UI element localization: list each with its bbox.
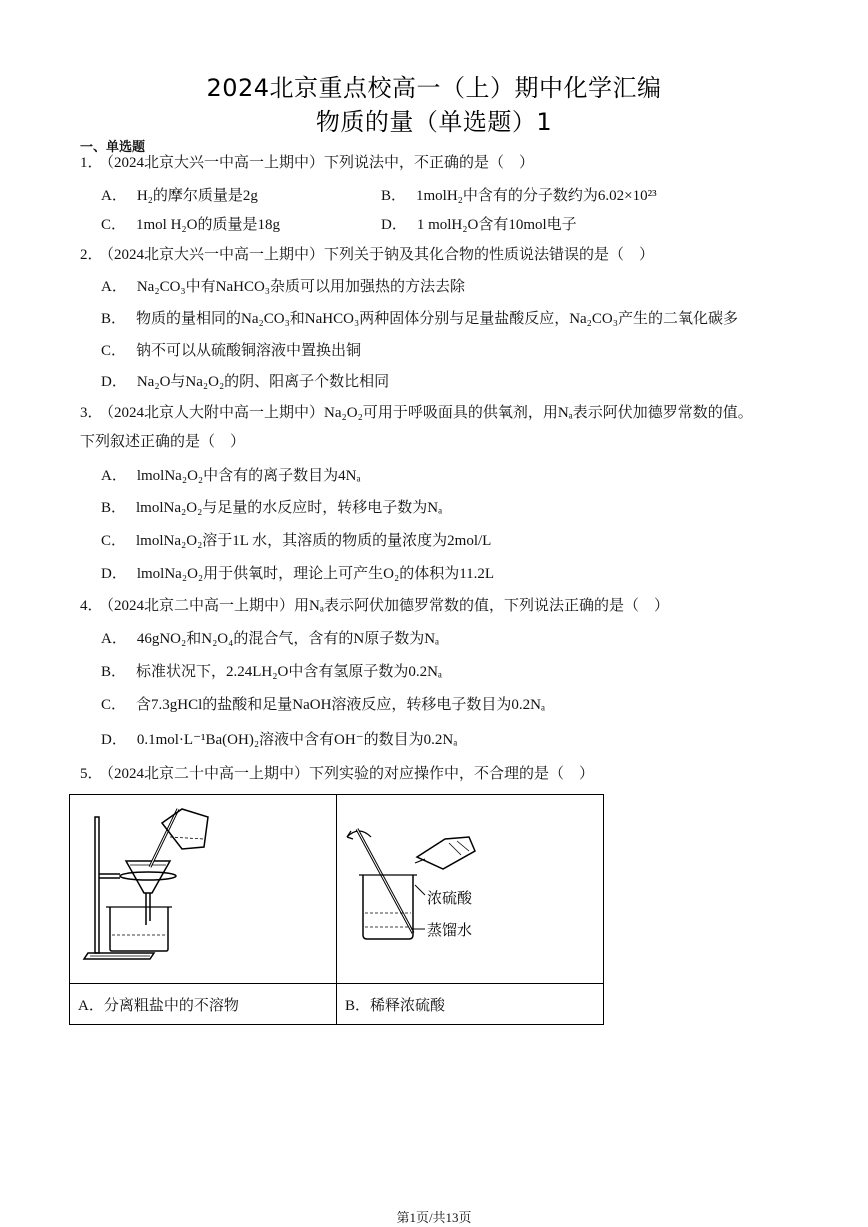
- option-2c: C． 钠不可以从硫酸铜溶液中置换出铜: [101, 343, 362, 359]
- question-1: [80, 152, 810, 174]
- question-source: （2024北京二十中高一上期中）: [106, 766, 310, 782]
- question-number: 5．: [80, 766, 103, 782]
- question-5: [80, 763, 810, 785]
- option-1b: B． 1molH₂中含有的分子数约为6.02×10²³: [381, 188, 657, 204]
- option-2d: D． Na₂O与Na₂O₂的阴、阳离子个数比相同: [101, 374, 390, 390]
- question-2: [80, 244, 810, 266]
- option-4b: B． 标准状况下，2.24LH₂O中含有氢原子数为0.2Nₐ: [101, 664, 443, 680]
- option-1a: A． H₂的摩尔质量是2g: [101, 188, 258, 204]
- question-4: [80, 595, 810, 617]
- question-number: 1．: [80, 155, 103, 171]
- option-4a: A． 46gNO₂和N₂O₄的混合气，含有的N原子数为Nₐ: [101, 631, 440, 647]
- question-source: （2024北京大兴一中高一上期中）: [106, 247, 325, 263]
- document-title: 2024北京重点校高一（上）期中化学汇编: [206, 74, 662, 102]
- question-stem: 下列关于钠及其化合物的性质说法错误的是（ ）: [324, 247, 655, 263]
- option-2a: A． Na₂CO₃中有NaHCO₃杂质可以用加强热的方法去除: [101, 279, 466, 295]
- figure-a-cell: [70, 795, 337, 984]
- question-number: 3．: [80, 405, 103, 421]
- label-concentrated-sulfuric-acid: 浓硫酸: [427, 889, 473, 907]
- question-source: （2024北京大兴一中高一上期中）: [106, 155, 325, 171]
- page-number: 第1页/共13页: [396, 1210, 472, 1225]
- filtration-apparatus-figure: [70, 795, 336, 978]
- question-number: 2．: [80, 247, 103, 263]
- question-3-stem-cont: 下列叙述正确的是（ ）: [80, 434, 246, 450]
- option-3b: B． lmolNa₂O₂与足量的水反应时，转移电子数为Nₐ: [101, 500, 443, 516]
- question-source: （2024北京二中高一上期中）: [106, 598, 295, 614]
- question-stem: 用Nₐ表示阿伏加德罗常数的值，下列说法正确的是（ ）: [294, 598, 669, 614]
- option-3a: A． lmolNa₂O₂中含有的离子数目为4Nₐ: [101, 468, 361, 484]
- question-stem: Na₂O₂可用于呼吸面具的供氧剂，用Nₐ表示阿伏加德罗常数的值。: [324, 405, 753, 421]
- option-1c: C． 1mol H₂O的质量是18g: [101, 217, 280, 233]
- question-stem: 下列实验的对应操作中，不合理的是（ ）: [309, 766, 595, 782]
- document-subtitle: 物质的量（单选题）1: [315, 108, 553, 136]
- option-3c: C． lmolNa₂O₂溶于1L 水，其溶质的物质的量浓度为2mol/L: [101, 533, 492, 549]
- option-3d: D． lmolNa₂O₂用于供氧时，理论上可产生O₂的体积为11.2L: [101, 566, 495, 582]
- section-title: 一、单选题: [80, 140, 146, 155]
- figure-table: [69, 794, 604, 1025]
- figure-b-cell: [337, 795, 604, 984]
- option-1d: D． 1 molH₂O含有10mol电子: [381, 217, 577, 233]
- figure-a-caption: A．分离粗盐中的不溶物: [70, 984, 337, 1025]
- option-4d: D． 0.1mol·L⁻¹Ba(OH)₂溶液中含有OH⁻的数目为0.2Nₐ: [101, 732, 458, 748]
- dilution-figure: [337, 795, 603, 978]
- figure-b-caption: B．稀释浓硫酸: [337, 984, 604, 1025]
- option-4c: C． 含7.3gHCl的盐酸和足量NaOH溶液反应，转移电子数目为0.2Nₐ: [101, 697, 546, 713]
- question-stem: 下列说法中，不正确的是（ ）: [324, 155, 535, 171]
- question-3: [80, 402, 810, 424]
- question-number: 4．: [80, 598, 103, 614]
- question-source: （2024北京人大附中高一上期中）: [106, 405, 325, 421]
- label-distilled-water: 蒸馏水: [427, 921, 473, 939]
- option-2b: B． 物质的量相同的Na₂CO₃和NaHCO₃两种固体分别与足量盐酸反应，Na₂CO₃产生的二氧化碳多: [101, 311, 738, 327]
